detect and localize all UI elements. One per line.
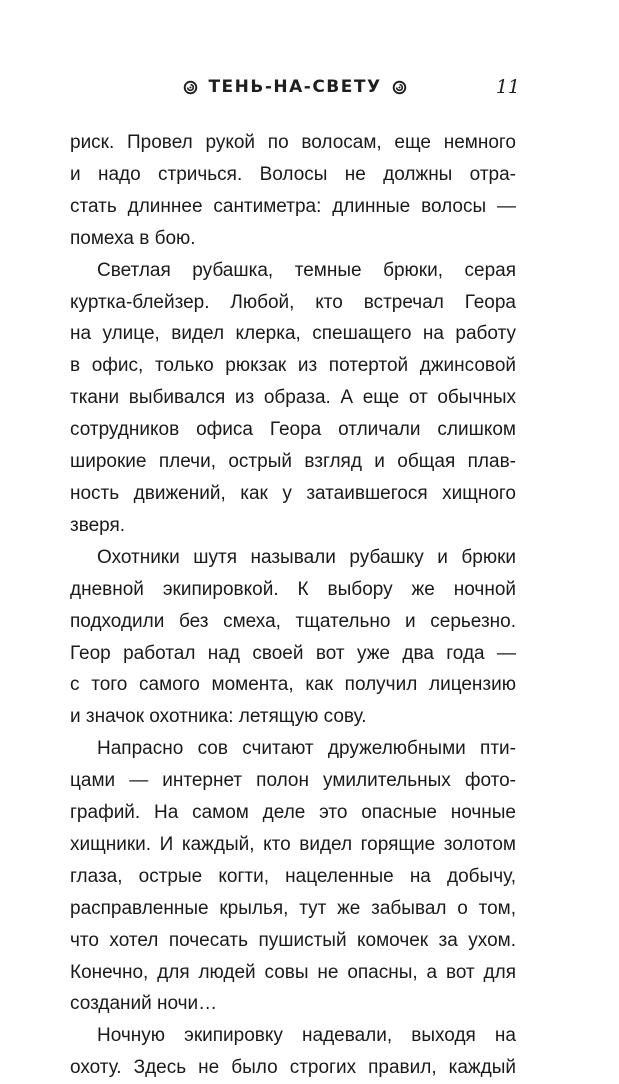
text-line: с того самого момента, как получил лицензию: [70, 674, 516, 696]
text-line: куртка-блейзер. Любой, кто встречал Геора: [70, 291, 516, 313]
text-line: в офис, только рюкзак из потертой джинсовой: [70, 355, 516, 377]
text-line: созданий ночи…: [70, 993, 218, 1015]
text-line: дневной экипировкой. К выбору же ночной: [70, 578, 516, 600]
text-line: Геор работал над своей вот уже два года —: [70, 642, 516, 664]
text-line: хищники. И каждый, кто видел горящие золотом: [70, 833, 516, 855]
text-line: и значок охотника: летящую сову.: [70, 706, 367, 728]
paragraph: [70, 255, 516, 542]
text-line: расправленные крылья, тут же забывал о том,: [70, 897, 516, 919]
paragraph: [70, 542, 516, 733]
text-line: помеха в бою.: [70, 227, 196, 249]
text-line: и надо стричься. Волосы не должны отра-: [70, 163, 516, 185]
swirl-ornament-icon: [183, 80, 198, 95]
text-line: стать длиннее сантиметра: длинные волосы —: [70, 195, 516, 217]
text-line: охоту. Здесь не было строгих правил, каждый: [70, 1057, 516, 1079]
paragraph: [70, 127, 516, 255]
text-line: сотрудников офиса Геора отличали слишком: [70, 419, 516, 441]
body-text: [70, 127, 516, 1084]
text-line: подходили без смеха, тщательно и серьезно.: [70, 610, 516, 632]
running-title-text: ТЕНЬ-НА-СВЕТУ: [208, 77, 382, 97]
text-line: ность движений, как у затаившегося хищного: [70, 482, 516, 504]
text-line: риск. Провел рукой по волосам, еще немного: [70, 132, 516, 153]
paragraph: [70, 733, 516, 1020]
text-line: что хотел почесать пушистый комочек за ухом.: [70, 929, 516, 951]
text-line: глаза, острые когти, нацеленные на добычу,: [70, 865, 516, 887]
text-line: широкие плечи, острый взгляд и общая плав-: [70, 451, 516, 473]
running-title: [190, 76, 400, 98]
text-line: на улице, видел клерка, спешащего на работу: [70, 323, 516, 345]
text-line: ткани выбивался из образа. А еще от обычных: [70, 387, 516, 409]
text-line: зверя.: [70, 514, 126, 536]
text-line: Светлая рубашка, темные брюки, серая: [97, 259, 516, 281]
text-line: Конечно, для людей совы не опасны, а вот для: [70, 961, 516, 983]
text-line: Ночную экипировку надевали, выходя на: [97, 1025, 516, 1047]
page-header: [0, 66, 619, 106]
paragraph: [70, 1020, 516, 1084]
text-line: Охотники шутя называли рубашку и брюки: [97, 546, 516, 568]
page-number: 11: [495, 76, 520, 98]
text-line: цами — интернет полон умилительных фото-: [70, 770, 516, 792]
text-line: Напрасно сов считают дружелюбными пти-: [97, 738, 516, 760]
swirl-ornament-icon: [392, 80, 407, 95]
text-line: графий. На самом деле это опасные ночные: [70, 802, 516, 824]
